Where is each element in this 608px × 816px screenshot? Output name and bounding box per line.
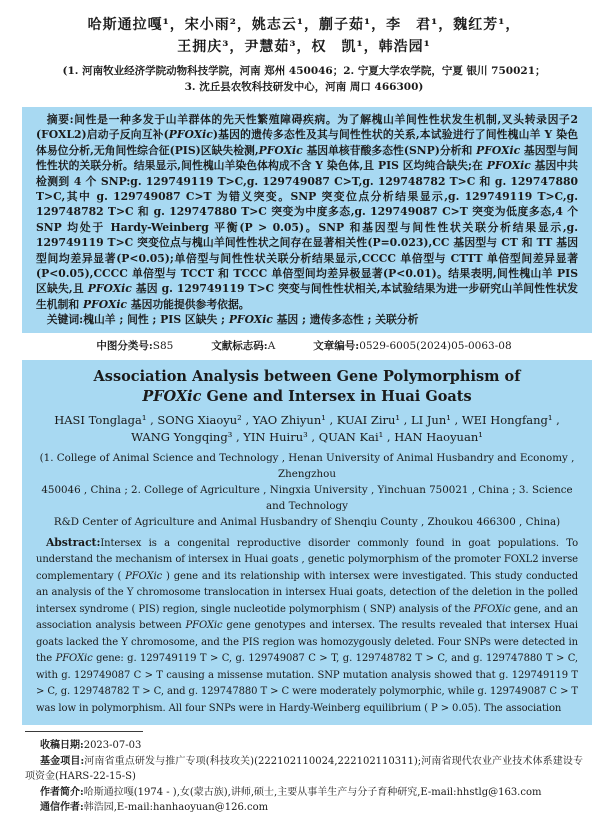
keywords-cn-label: 关键词: [46,313,84,327]
english-section-box [22,360,592,726]
document-code-value: A [267,339,276,352]
clc-number [96,339,173,354]
authors-cn [0,14,608,58]
document-code-label: 文献标志码: [211,339,268,352]
abstract-en [36,535,578,718]
footnotes [25,738,583,816]
footnote-received-value: 2023-07-03 [83,740,142,752]
footnote-fund [25,754,583,785]
title-en-line1: Association Analysis between Gene Polymorphism of [93,367,521,385]
authors-en-line2: WANG Yongqing³ , YIN Huiru³ , QUAN Kai¹ , HAN Haoyuan¹ [131,429,483,444]
article-id-value: 0529-6005(2024)05-0063-08 [359,339,512,352]
footnote-corresponding-author-value: 韩浩园,E-mail:hanhaoyuan@126.com [83,802,269,814]
title-en [36,367,578,407]
footnote-corresponding-author-label: 通信作者: [40,802,84,814]
abstract-cn [36,112,578,312]
footnote-received-label: 收稿日期: [40,740,84,752]
authors-cn-line1: 哈斯通拉嘎¹，宋小雨²，姚志云¹，蒯子茹¹，李 君¹，魏红芳¹， [87,17,521,33]
abstract-en-label: Abstract: [46,535,101,549]
authors-en [36,412,578,446]
article-id [313,339,511,354]
authors-cn-line2: 王拥庆³，尹慧茹³，权 凯¹，韩浩园¹ [177,39,431,55]
affil-en-line1: (1. College of Animal Science and Technology , Henan University of Animal Husbandry and Economy , Zhengzhou [39,451,575,480]
clc-value: S85 [152,339,174,352]
document-code [211,339,275,354]
keywords-cn-text: 槐山羊 ; 间性 ; PIS 区缺失 ; PFOXic 基因 ; 遗传多态性 ; 关联分析 [83,313,419,327]
keywords-cn [36,312,578,327]
abstract-cn-label: 摘要: [46,113,74,126]
clc-label: 中图分类号: [96,339,153,352]
footnote-divider [25,731,143,732]
article-id-label: 文章编号: [313,339,360,352]
affiliations-cn [0,64,608,95]
affiliations-en [36,450,578,530]
footnote-received [25,738,583,754]
meta-line [0,339,608,354]
footnote-author-bio [25,785,583,801]
footnote-corresponding-author [25,800,583,816]
paper-page [0,14,608,814]
footnote-fund-label: 基金项目: [40,755,85,767]
affil-cn-line2: 3. 沈丘县农牧科技研发中心，河南 周口 466300) [184,80,424,93]
title-en-gene-name: PFOXic [142,387,202,405]
affil-en-line2: 450046 , China ; 2. College of Agriculture , Ningxia University , Yinchuan 750021 , China ; 3. Science and Technology [41,483,573,512]
title-en-line2-rest: Gene and Intersex in Huai Goats [201,387,472,405]
footnote-fund-value: 河南省重点研发与推广专项(科技攻关)(222102110024,222102110311);河南省现代农业产业技术体系建设专项资金(HARS-22-15-S) [25,755,583,783]
abstract-cn-text: 间性是一种多发于山羊群体的先天性繁殖障碍疾病。为了解槐山羊间性性状发生机制,叉头转录因子2 (FOXL2)启动子反向互补(PFOXic)基因的遗传多态性及其与间性性状的关系,本试验进行了间性槐山羊 Y 染色体易位分析,无角间性综合征(PIS)区缺失检测,PFOXic 基因单核苷酸多态性(SNP)分析和 PFOXic 基因型与间性性状的关联分析。结果显示,间性槐山羊染色体构成不含 Y 染色体,且 PIS 区均纯合缺失;在 PFOXic 基因中共检测到 4 个 SNP:g. 129749119 T>C,g. 129749087 C>T,g. 129748782 T>C 和 g. 129747880 T>C,其中 g. 129749087 C>T 为错义突变。SNP 突变位点分析结果显示,g. 129749119 T>C,g. 129748782 T>C 和 g. 129747880 T>C 突变为中度多态,g. 129749087 C>T 突变为低度多态,4 个 SNP 均处于 Hardy-Weinberg 平衡(P > 0.05)。SNP 和基因型与间性性状关联分析结果显示,g. 129749119 T>C 突变位点与槐山羊间性性状之间存在显著相关性(P=0.023),CC 基因型与 CT 和 TT 基因型间均差异显著(P<0.05);单倍型与间性性状关联分析结果显示,CCCC 单倍型与 CTTT 单倍型间差异显著(P<0.05),CCCC 单倍型与 TCCT 和 TCCC 单倍型间均差异极显著(P<0.01)。结果表明,间性槐山羊 PIS 区缺失,且 PFOXic 基因 g. 129749119 T>C 突变与间性性状相关,本试验结果为进一步研究山羊间性性状发生机制和 PFOXic 基因功能提供参考依据。 [36,113,579,311]
title-en-line2 [36,387,578,407]
affil-cn-line1: (1. 河南牧业经济学院动物科技学院，河南 郑州 450046；2. 宁夏大学农学院，宁夏 银川 750021； [62,65,546,77]
affil-en-line3: R&D Center of Agriculture and Animal Husbandry of Shenqiu County , Zhoukou 466300 , China) [53,515,561,528]
abstract-cn-box [22,107,592,333]
footnote-author-bio-value: 哈斯通拉嘎(1974 - ),女(蒙古族),讲师,硕士,主要从事羊生产与分子育种研究,E-mail:hhstlg@163.com [83,786,542,798]
footnote-author-bio-label: 作者简介: [40,786,84,798]
authors-en-line1: HASI Tonglaga¹ , SONG Xiaoyu² , YAO Zhiyun¹ , KUAI Ziru¹ , LI Jun¹ , WEI Hongfang¹ , [54,412,560,427]
abstract-en-text: Intersex is a congenital reproductive disorder commonly found in goat populations. To understand the mechanism of intersex in Huai goats , genetic polymorphism of the promoter FOXL2 inverse complementary ( PFOXic ) gene and its relationship with intersex were investigated. This study conducted an analysis of the Y chromosome translocation in intersex Huai goats, detection of the deletion in the polled intersex syndrome ( PIS) region, single nucleotide polymorphism ( SNP) analysis of the PFOXic gene, and an association analysis between PFOXic gene genotypes and intersex. The results revealed that intersex Huai goats lacked the Y chromosome, and the PIS region was homozygously deleted. Four SNPs were detected in the PFOXic gene: g. 129749119 T > C, g. 129749087 C > T, g. 129748782 T > C, and g. 129747880 T > C, with g. 129749087 C > T causing a missense mutation. SNP mutation analysis showed that g. 129749119 T > C, g. 129748782 T > C, and g. 129747880 T > C were moderately polymorphic, while g. 129749087 C > T was low in polymorphism. All four SNPs were in Hardy-Weinberg equilibrium ( P > 0.05). The association [36,537,578,714]
